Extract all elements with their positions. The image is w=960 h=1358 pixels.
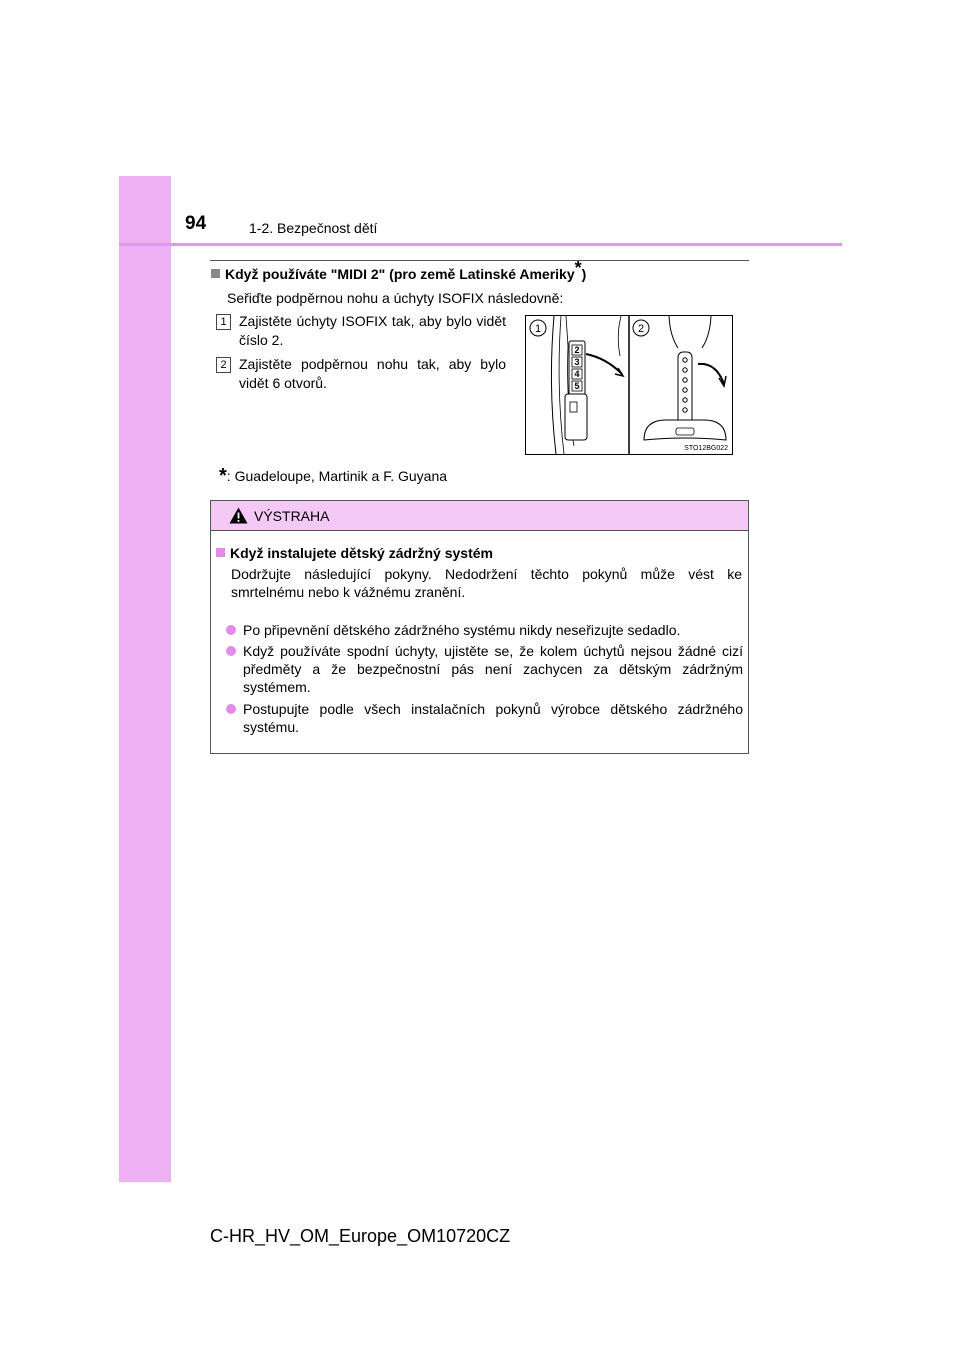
square-bullet-icon [216, 548, 225, 557]
warning-bullet-text: Postupujte podle všech instalačních pokynů výrobce dětského zádržného systému. [243, 701, 743, 735]
bullet-dot-icon [226, 625, 236, 635]
bullet-dot-icon [226, 646, 236, 656]
page-number: 94 [185, 213, 207, 234]
warning-intro: Dodržujte následující pokyny. Nedodržení těchto pokynů může vést ke smrtelnému nebo k vážnému zranění. [231, 566, 742, 600]
square-bullet-icon [211, 269, 220, 278]
section-heading [211, 258, 587, 282]
chapter-title: 1-2. Bezpečnost dětí [249, 220, 378, 236]
scale-number-2: 2 [574, 345, 580, 355]
warning-header [211, 501, 748, 531]
warning-bullet-text: Když používáte spodní úchyty, ujistěte se, že kolem úchytů nejsou žádné cizí předměty a že bezpečnostní pás není zachycen za dětským zádržným systémem. [243, 643, 743, 695]
scale-number-4: 4 [574, 369, 580, 379]
step-number-box: 2 [216, 357, 231, 373]
section-divider [210, 260, 749, 261]
isofix-illustration [525, 315, 733, 455]
step-2 [216, 355, 506, 393]
warning-bullet-text: Po připevnění dětského zádržného systému nikdy neseřizujte sedadlo. [243, 622, 681, 638]
bullet-dot-icon [226, 704, 236, 714]
footnote [219, 465, 447, 488]
header-rule [119, 243, 842, 246]
step-1 [216, 312, 506, 350]
section-intro: Seřiďte podpěrnou nohu a úchyty ISOFIX následovně: [227, 290, 564, 306]
warning-box [210, 500, 749, 754]
warning-triangle-icon [229, 507, 248, 524]
side-tab-strip [119, 176, 171, 1182]
section-heading-text: Když používáte "MIDI 2" (pro země Latinské Ameriky [225, 266, 575, 282]
warning-heading-text: Když instalujete dětský zádržný systém [230, 545, 493, 561]
warning-title: VÝSTRAHA [254, 508, 330, 524]
footnote-star: * [219, 465, 227, 487]
step-text: Zajistěte úchyty ISOFIX tak, aby bylo vidět číslo 2. [239, 313, 506, 348]
document-code: C-HR_HV_OM_Europe_OM10720CZ [210, 1226, 511, 1246]
callout-2: 2 [637, 323, 645, 335]
warning-heading [216, 545, 493, 561]
scale-number-5: 5 [574, 381, 580, 391]
scale-number-3: 3 [574, 357, 580, 367]
warning-bullet [226, 621, 743, 639]
warning-bullet [226, 700, 743, 736]
figure-code: STO12BG022 [684, 445, 728, 452]
step-text: Zajistěte podpěrnou nohu tak, aby bylo vidět 6 otvorů. [239, 356, 506, 391]
callout-1: 1 [534, 323, 542, 335]
step-number-box: 1 [216, 314, 231, 330]
warning-bullet [226, 642, 743, 696]
section-heading-close: ) [581, 266, 587, 282]
footnote-text: : Guadeloupe, Martinik a F. Guyana [226, 468, 448, 484]
footnote-mark: * [574, 258, 582, 278]
isofix-drawing [526, 316, 732, 454]
